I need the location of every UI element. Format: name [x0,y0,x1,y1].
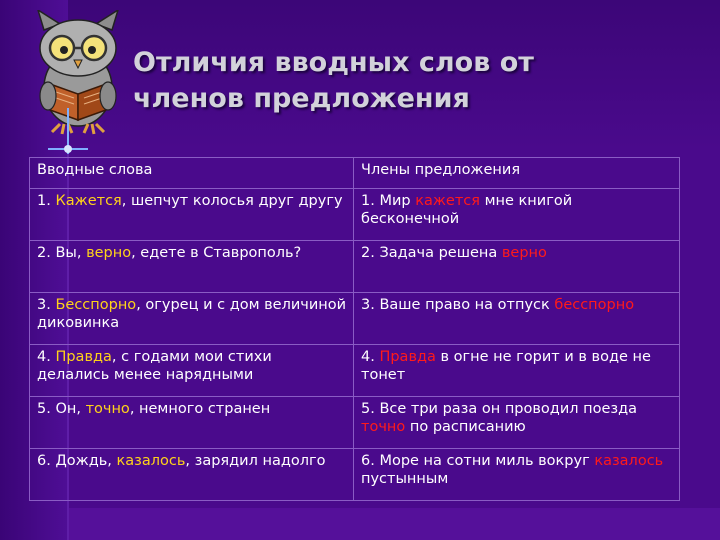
highlight-introductory-word: Бесспорно [55,297,137,313]
highlight-introductory-word: Правда [55,349,112,365]
cell-introductory: 5. Он, точно, немного странен [30,397,354,449]
title-line-1: Отличия вводных слов от [133,47,534,78]
background-bottom-band [68,508,720,540]
decor-cross-sparkle [64,145,72,153]
table-row [30,345,680,397]
cell-sentence-member: 3. Ваше право на отпуск бесспорно [354,293,680,345]
highlight-sentence-member: казалось [594,453,664,469]
title-line-2: членов предложения [133,83,470,114]
highlight-introductory-word: точно [85,401,130,417]
header-introductory-words: Вводные слова [30,158,354,189]
cell-sentence-member: 5. Все три раза он проводил поезда точно по расписанию [354,397,680,449]
cell-introductory: 3. Бесспорно, огурец и с дом величиной диковинка [30,293,354,345]
highlight-sentence-member: верно [501,245,547,261]
cell-introductory: 1. Кажется, шепчут колосья друг другу [30,189,354,241]
table-row [30,241,680,293]
highlight-introductory-word: казалось [116,453,186,469]
table-row [30,189,680,241]
cell-sentence-member: 6. Море на сотни миль вокруг казалось пустынным [354,449,680,501]
owl-reading-book-icon [22,10,134,136]
header-sentence-members: Члены предложения [354,158,680,189]
highlight-sentence-member: точно [361,419,406,435]
highlight-sentence-member: Правда [379,349,436,365]
table-row [30,449,680,501]
table-row [30,293,680,345]
comparison-table [29,157,680,501]
page-title [133,45,693,117]
table-row [30,397,680,449]
table-header-row [30,158,680,189]
cell-introductory: 6. Дождь, казалось, зарядил надолго [30,449,354,501]
cell-sentence-member: 4. Правда в огне не горит и в воде не тонет [354,345,680,397]
cell-sentence-member: 1. Мир кажется мне книгой бесконечной [354,189,680,241]
cell-introductory: 2. Вы, верно, едете в Ставрополь? [30,241,354,293]
highlight-sentence-member: бесспорно [554,297,635,313]
highlight-introductory-word: Кажется [55,193,122,209]
cell-sentence-member: 2. Задача решена верно [354,241,680,293]
cell-introductory: 4. Правда, с годами мои стихи делались менее нарядными [30,345,354,397]
highlight-introductory-word: верно [86,245,132,261]
highlight-sentence-member: кажется [415,193,480,209]
